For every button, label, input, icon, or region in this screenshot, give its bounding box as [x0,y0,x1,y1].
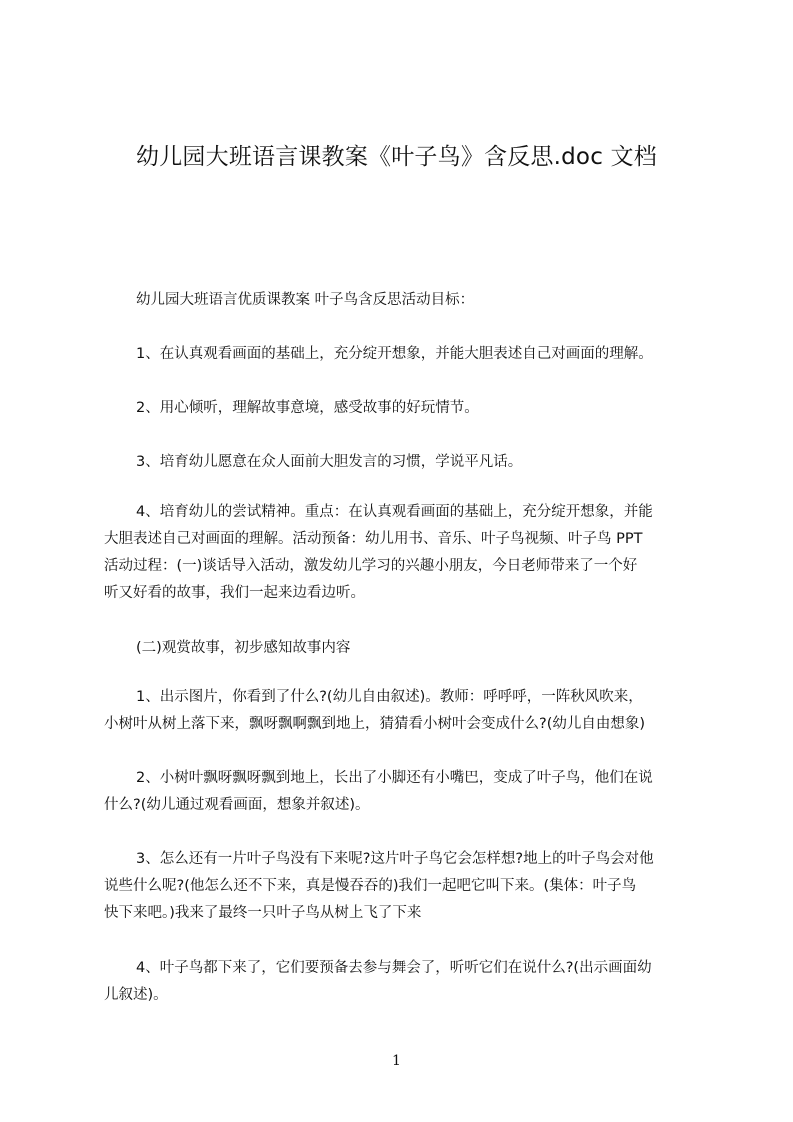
paragraph-step-1 [104,684,714,738]
paragraph-line: 3、怎么还有一片叶子鸟没有下来呢?这片叶子鸟它会怎样想?地上的叶子鸟会对他 [136,851,654,867]
paragraph-line: (二)观赏故事，初步感知故事内容 [136,640,351,656]
paragraph-line: 大胆表述自己对画面的理解。活动预备：幼儿用书、音乐、叶子鸟视频、叶子鸟 PPT [104,531,643,547]
paragraph-line: 小树叶从树上落下来，飘呀飘啊飘到地上，猜猜看小树叶会变成什么?(幼儿自由想象) [104,716,646,732]
paragraph-section-2-heading [104,635,714,662]
paragraph-line: 说些什么呢?(他怎么还不下来，真是慢吞吞的)我们一起吧它叫下来。(集体：叶子鸟 [104,878,637,894]
paragraph-line: 幼儿园大班语言优质课教案 叶子鸟含反思活动目标： [136,292,475,308]
paragraph-line: 快下来吧。)我来了最终一只叶子鸟从树上飞了下来 [104,905,422,921]
paragraph-step-2 [104,765,714,819]
paragraph-line: 2、小树叶飘呀飘呀飘到地上，长出了小脚还有小嘴巴，变成了叶子鸟，他们在说 [136,770,653,786]
paragraph-goal-3 [104,449,714,476]
paragraph-line: 听又好看的故事，我们一起来边看边听。 [104,585,365,601]
paragraph-line: 1、在认真观看画面的基础上，充分绽开想象，并能大胆表述自己对画面的理解。 [136,346,653,362]
paragraph-line: 1、出示图片，你看到了什么?(幼儿自由叙述)。教师：呼呼呼，一阵秋风吹来， [136,689,643,705]
paragraph-goal-2 [104,395,714,422]
page-number: 1 [392,1053,401,1069]
paragraph-intro [104,287,714,314]
paragraph-step-3 [104,846,714,927]
paragraph-line: 儿叙述)。 [104,987,168,1003]
paragraph-line: 4、培育幼儿的尝试精神。重点：在认真观看画面的基础上，充分绽开想象，并能 [136,504,653,520]
paragraph-line: 4、叶子鸟都下来了，它们要预备去参与舞会了，听听它们在说什么?(出示画面幼 [136,960,652,976]
paragraph-goal-1 [104,341,714,368]
paragraph-goal-4 [104,499,714,607]
document-title: 幼儿园大班语言课教案《叶子鸟》含反思.doc 文档 [136,144,657,170]
paragraph-line: 2、用心倾听，理解故事意境，感受故事的好玩情节。 [136,400,479,416]
paragraph-step-4 [104,955,714,1009]
paragraph-line: 3、培育幼儿愿意在众人面前大胆发言的习惯，学说平凡话。 [136,454,523,470]
paragraph-line: 什么?(幼儿通过观看画面，想象并叙述)。 [104,797,370,813]
paragraph-line: 活动过程：(一)谈话导入活动，激发幼儿学习的兴趣小朋友，今日老师带来了一个好 [104,558,638,574]
